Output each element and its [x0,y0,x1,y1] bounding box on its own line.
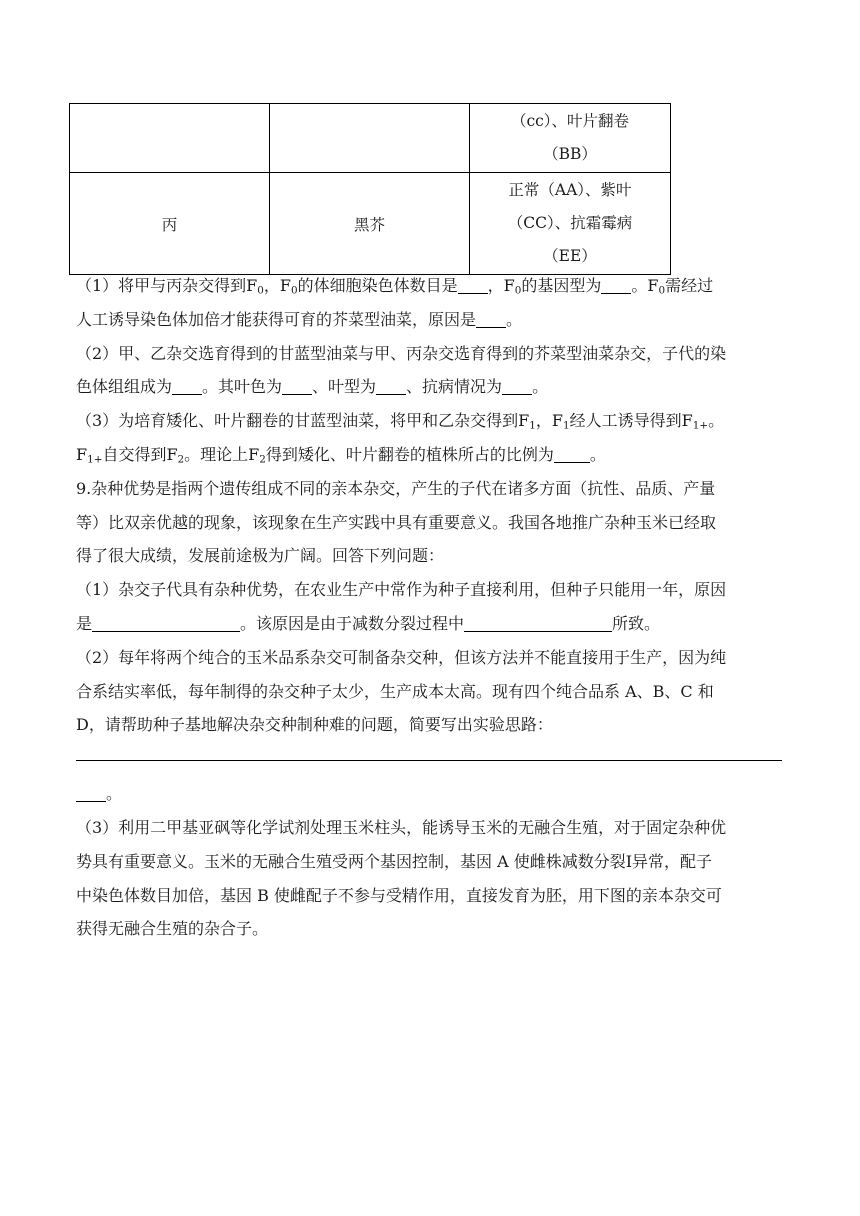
answer-blank[interactable] [464,615,612,632]
text-line: 色体组组成为 。其叶色为 、叶型为 、抗病情况为 。 [76,377,549,397]
text-line: （2）每年将两个纯合的玉米品系杂交可制备杂交种，但该方法并不能直接用于生产，因为纯 [76,647,727,667]
text-line: D，请帮助种子基地解决杂交种制种难的问题，简要写出实验思路： [76,715,553,735]
text-line: 中染色体数目加倍，基因 B 使雌配子不参与受精作用，直接发育为胚，用下图的亲本杂交可 [76,885,722,905]
answer-blank[interactable] [502,378,532,395]
answer-line[interactable] [76,742,782,761]
text-line: 得了很大成绩，发展前途极为广阔。回答下列问题： [76,546,445,566]
q8-part2 [76,337,784,405]
trait-line: （BB） [543,145,597,163]
q9-intro [76,472,784,573]
text-line: 获得无融合生殖的杂合子。 [76,919,269,939]
q9-part2 [76,641,784,811]
trait-line: （CC）、抗霜霉病 [507,214,633,232]
text-line: 等）比双亲优越的现象，该现象在生产实践中具有重要意义。我国各地推广杂种玉米已经取 [76,512,717,532]
text-line: 是 。该原因是由于减数分裂过程中 所致。 [76,613,661,633]
text-line: 势具有重要意义。玉米的无融合生殖受两个基因控制，基因 A 使雌株减数分裂Ⅰ异常，配子 [76,851,713,871]
table-cell-species [70,104,270,173]
table-row [70,173,671,275]
text-line: （3）为培育矮化、叶片翻卷的甘蓝型油菜，将甲和乙杂交得到$F_1$，$F_1$经人工诱导得到$F_{1+}$。 [76,411,725,432]
text-line: （2）甲、乙杂交选育得到的甘蓝型油菜与甲、丙杂交选育得到的芥菜型油菜杂交，子代的染 [76,343,727,363]
text-line: （3）利用二甲基亚砜等化学试剂处理玉米柱头，能诱导玉米的无融合生殖，对于固定杂种优 [76,817,727,837]
table-row [70,104,671,173]
text-line: 9.杂种优势是指两个遗传组成不同的亲本杂交，产生的子代在诸多方面（抗性、品质、产量 [76,478,716,498]
question-body [76,269,784,946]
text-line: 人工诱导染色体加倍才能获得可育的芥菜型油菜，原因是 。 [76,309,523,329]
answer-blank[interactable] [76,785,106,802]
text-line: 合系结实率低，每年制得的杂交种子太少，生产成本太高。现有四个纯合品系 A、B、C 和 [76,681,714,701]
text-line: （1）将甲与丙杂交得到$F_0$，$F_0$的体细胞染色体数目是 ，$F_0$的基因型为 。$F_0$需经过 [76,276,714,297]
trait-line: （cc）、叶片翻卷 [510,112,630,130]
table-cell-traits [470,104,671,173]
answer-blank[interactable] [92,615,240,632]
table-cell-name [270,104,470,173]
answer-blank[interactable] [172,378,202,395]
text-line: $F_{1+}$自交得到$F_2$。理论上$F_2$得到矮化、叶片翻卷的植株所占的比例为 。 [76,444,606,466]
answer-blank[interactable] [601,277,631,294]
answer-blank[interactable] [554,446,590,463]
q9-part1 [76,573,784,641]
answer-blank[interactable] [476,311,506,328]
trait-line: （EE） [543,247,597,265]
table-cell-traits [470,173,671,275]
text-line: （1）杂交子代具有杂种优势，在农业生产中常作为种子直接利用，但种子只能用一年，原因 [76,580,727,600]
answer-blank[interactable] [376,378,406,395]
q8-part3 [76,404,784,472]
species-table [69,103,671,275]
q9-part3 [76,811,784,946]
text-line: 。 [76,777,784,811]
q8-part1 [76,269,784,337]
answer-blank[interactable] [458,277,488,294]
answer-blank[interactable] [282,378,312,395]
table-cell-name: 黑芥 [270,173,470,275]
trait-line: 正常（AA）、紫叶 [508,181,632,199]
table-cell-species: 丙 [70,173,270,275]
